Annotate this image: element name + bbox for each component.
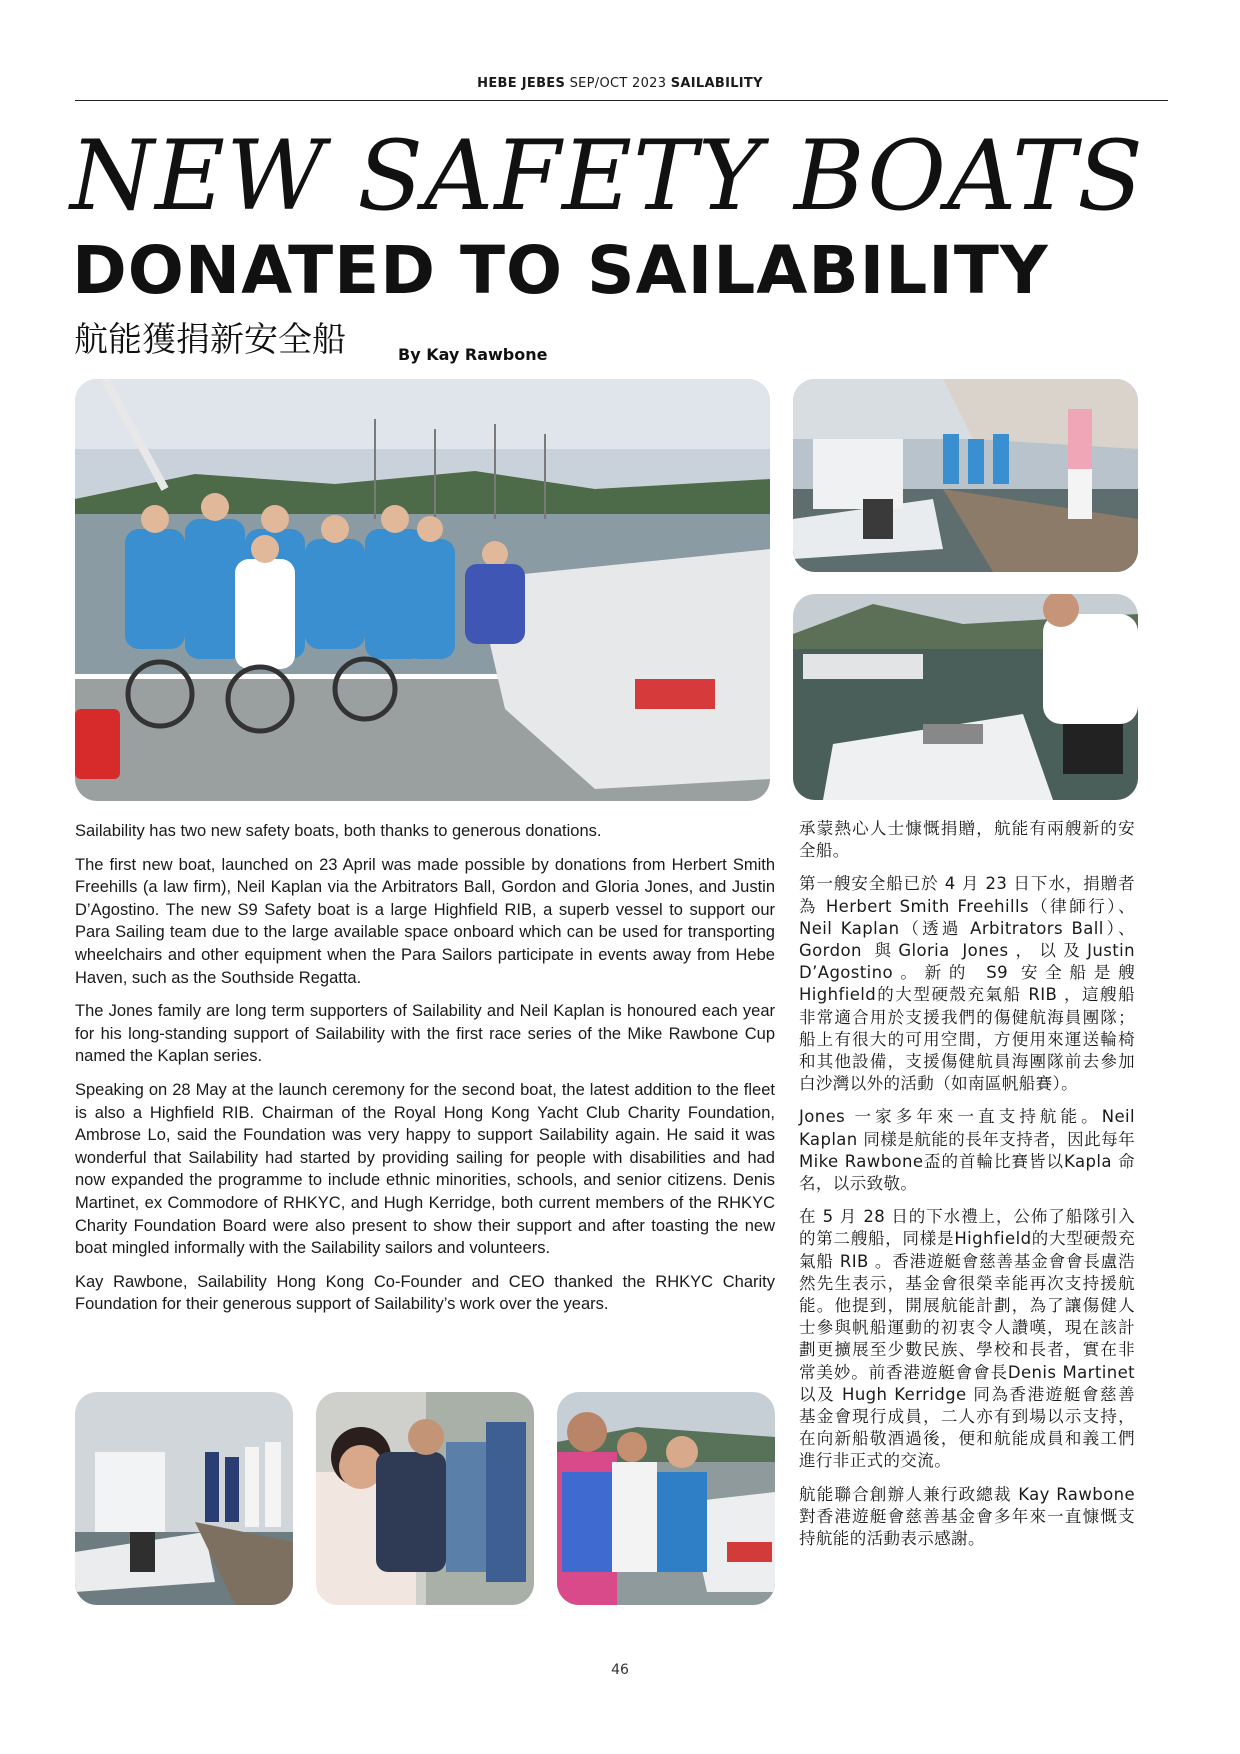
main-photo bbox=[75, 379, 770, 801]
chinese-paragraph: Jones 一家多年來一直支持航能。Neil Kaplan 同樣是航能的長年支持者，因此每年Mike Rawbone盃的首輪比賽皆以Kapla 命名，以示致敬。 bbox=[799, 1107, 1135, 1194]
english-paragraph: Kay Rawbone, Sailability Hong Kong Co-Founder and CEO thanked the RHKYC Charity Foundation for their generous support of Sailability’s work over the years. bbox=[75, 1272, 775, 1314]
header-rule bbox=[75, 100, 1168, 101]
chinese-article bbox=[799, 818, 1135, 1561]
section-name: SAILABILITY bbox=[670, 76, 763, 91]
english-paragraph: Speaking on 28 May at the launch ceremony for the second boat, the latest addition to the fleet is also a Highfield RIB. Chairman of the Royal Hong Kong Yacht Club Charity Foundation, Ambrose Lo, said the Foundation was very happy to support Sailability again. He said it was wonderful that Sailability had started by providing sailing for people with disabilities and had now expanded the programme to include ethnic minorities, schools, and senior citizens. Denis Martinet, ex Commodore of RHKYC, and Hugh Kerridge, both current members of the RHKYC Charity Foundation Board were also present to show their support and after toasting the new boat mingled informally with the Sailability sailors and volunteers. bbox=[75, 1080, 775, 1258]
english-paragraph: Sailability has two new safety boats, both thanks to generous donations. bbox=[75, 822, 602, 840]
page-number: 46 bbox=[611, 1662, 629, 1678]
photo-rib-pontoon bbox=[75, 1392, 293, 1605]
photo-guests-toasting bbox=[316, 1392, 534, 1605]
photo-toast-pour bbox=[793, 594, 1138, 800]
english-article bbox=[75, 820, 775, 1327]
headline-line-2: DONATED TO SAILABILITY bbox=[72, 232, 1049, 309]
photo-boat-dock bbox=[793, 379, 1138, 572]
photo-sailors-new-boat bbox=[557, 1392, 775, 1605]
page-header bbox=[0, 76, 1240, 91]
issue-date: SEP/OCT 2023 bbox=[569, 76, 667, 91]
english-paragraph: The Jones family are long term supporters of Sailability and Neil Kaplan is honoured each year for his long-standing support of Sailability with the first race series of the Mike Rawbone Cup named the Kaplan series. bbox=[75, 1002, 775, 1066]
chinese-paragraph: 承蒙熱心人士慷慨捐贈，航能有兩艘新的安全船。 bbox=[799, 819, 1135, 861]
byline: By Kay Rawbone bbox=[398, 345, 548, 364]
headline-chinese: 航能獲捐新安全船 bbox=[74, 320, 346, 360]
chinese-paragraph: 航能聯合創辦人兼行政總裁 Kay Rawbone 對香港遊艇會慈善基金會多年來一直慷慨支持航能的活動表示感謝。 bbox=[799, 1484, 1135, 1549]
chinese-paragraph: 第一艘安全船已於 4 月 23 日下水，捐贈者為 Herbert Smith Freehills（律師行）、Neil Kaplan（透過 Arbitrators Ball）、Gordon 與Gloria Jones，以及Justin D’Agostino。新的 S9 安全船是艘Highfield的大型硬殼充氣船 RIB ，這艘船非常適合用於支援我們的傷健航海員團隊；船上有很大的可用空間，方便用來運送輪椅和其他設備，支援傷健航員海團隊前去參加白沙灣以外的活動（如南區帆船賽）。 bbox=[799, 874, 1135, 1094]
english-paragraph: The first new boat, launched on 23 April was made possible by donations from Herbert Smith Freehills (a law firm), Neil Kaplan via the Arbitrators Ball, Gordon and Gloria Jones, and Justin D’Agostino. The new S9 Safety boat is a large Highfield RIB, a superb vessel to support our Para Sailing team due to the large available space onboard which can be used for transporting wheelchairs and other equipment when the Para Sailors participate in events away from Hebe Haven, such as the Southside Regatta. bbox=[75, 855, 775, 987]
chinese-paragraph: 在 5 月 28 日的下水禮上，公佈了船隊引入的第二艘船，同樣是Highfield的大型硬殼充氣船 RIB 。香港遊艇會慈善基金會會長盧浩然先生表示，基金會很榮幸能再次支持援航能。他提到，開展航能計劃，為了讓傷健人士參與帆船運動的初衷令人讚嘆，現在該計劃更擴展至少數民族、學校和長者，實在非常美妙。前香港遊艇會會長Denis Martinet 以及 Hugh Kerridge 同為香港遊艇會慈善基金會現行成員，二人亦有到場以示支持，在向新船敬酒過後，便和航能成員和義工們進行非正式的交流。 bbox=[799, 1207, 1135, 1471]
magazine-name: HEBE JEBES bbox=[477, 76, 566, 91]
headline-line-1: NEW SAFETY BOATS bbox=[70, 120, 1144, 232]
